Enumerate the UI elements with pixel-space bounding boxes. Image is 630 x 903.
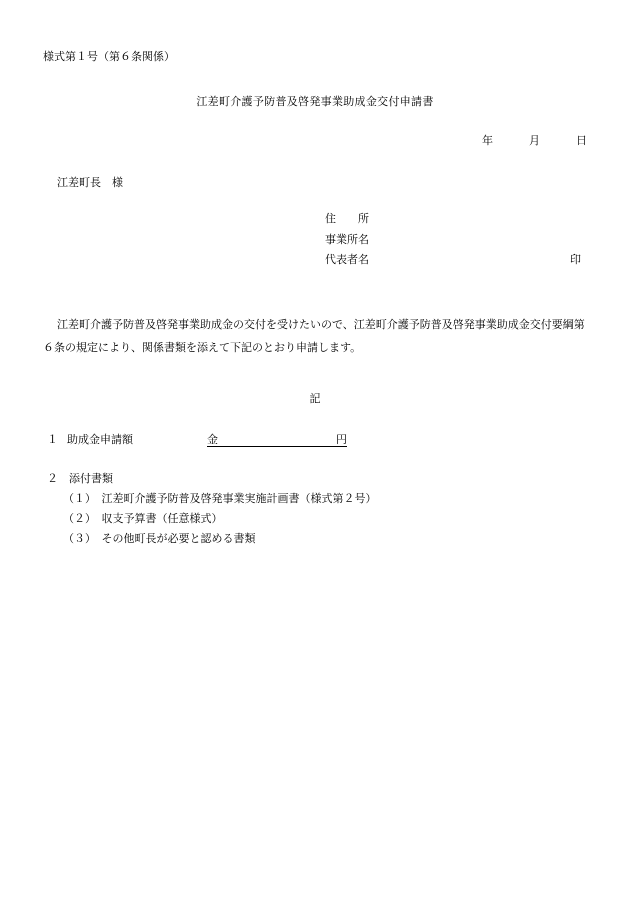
document-title: 江差町介護予防普及啓発事業助成金交付申請書 (196, 95, 434, 108)
attachment-item: （１） 江差町介護予防普及啓発事業実施計画書（様式第２号） (63, 492, 377, 505)
representative-label: 代表者名 (325, 253, 369, 266)
seal-mark: 印 (570, 253, 581, 266)
address-label: 住 所 (325, 212, 369, 225)
date-month-label: 月 (529, 134, 540, 147)
date-day-label: 日 (576, 134, 587, 147)
amount-yen-label: 円 (336, 433, 347, 446)
amount-kin-label: 金 (207, 433, 218, 446)
attachment-item: （３） その他町長が必要と認める書類 (63, 532, 256, 545)
item1-number: １ (47, 433, 58, 446)
addressee: 江差町長 様 (57, 176, 123, 189)
date-year-label: 年 (482, 134, 493, 147)
attachments-heading: ２ 添付書類 (47, 472, 113, 485)
attachment-item: （２） 収支予算書（任意様式） (63, 512, 223, 525)
ki-heading: 記 (309, 392, 321, 405)
form-number: 様式第１号（第６条関係） (43, 50, 175, 63)
amount-field[interactable] (207, 433, 347, 447)
business-name-label: 事業所名 (325, 233, 369, 246)
application-body-text: 江差町介護予防普及啓発事業助成金の交付を受けたいので、江差町介護予防普及啓発事業助成金交付要綱第６条の規定により、関係書類を添えて下記のとおり申請します。 (43, 318, 585, 354)
item1-label: 助成金申請額 (67, 433, 133, 446)
